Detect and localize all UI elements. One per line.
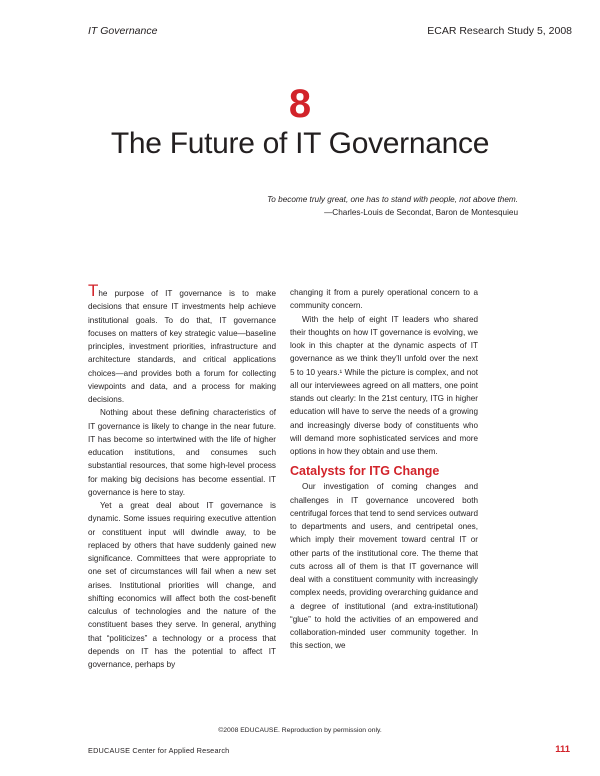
right-column <box>290 286 478 653</box>
epigraph-attribution: —Charles-Louis de Secondat, Baron de Montesquieu <box>324 208 518 217</box>
left-column <box>88 281 276 671</box>
paragraph: Nothing about these defining characteristics of IT governance is likely to change in the near future. IT has become so intertwined with the life of higher education institutions, and consumes such substantial resources, that some high-level process for making big decisions has become essential. IT governance is here to stay. <box>88 408 276 497</box>
paragraph: Our investigation of coming changes and challenges in IT governance uncovered both centrifugal forces that tend to send services outward to departments and users, and centripetal ones, which imply their movement toward central IT or other parts of the institutional core. The theme that cuts across all of them is that IT governance will deal with a constituent community with increasingly complex needs, providing overarching guidance and a degree of institutional (and extra-institutional) “glue” to hold the activities of an empowered and collaboration-minded user community together. In this section, we <box>290 482 478 651</box>
running-header-title: IT Governance <box>88 25 158 37</box>
epigraph <box>267 193 518 219</box>
paragraph: Yet a great deal about IT governance is dynamic. Some issues requiring executive attention or constituent input will dwindle away, to be replaced by others that have suddenly gained new significance. Committees that were appropriate to one set of circumstances will fail when a new set arises. Institutional priorities will change, and shifting economics will affect both the cost-benefit calculus of technologies and the nature of the constituent bases they serve. In general, anything that “politicizes” a technology or a process that depends on IT has the potential to affect IT governance, perhaps by <box>88 501 276 669</box>
chapter-number: 8 <box>288 82 312 126</box>
footer-publisher: EDUCAUSE Center for Applied Research <box>88 746 230 755</box>
paragraph-continued: changing it from a purely operational concern to a community concern. <box>290 288 478 311</box>
section-heading: Catalysts for ITG Change <box>290 464 440 479</box>
running-header-study: ECAR Research Study 5, 2008 <box>427 25 572 37</box>
copyright-notice: ©2008 EDUCAUSE. Reproduction by permission only. <box>218 727 382 734</box>
paragraph-intro <box>88 281 276 406</box>
paragraph: With the help of eight IT leaders who shared their thoughts on how IT governance is evolving, we look in this chapter at the dynamic aspects of IT governance as we think they’ll unfold over the next 5 to 10 years.¹ While the picture is complex, and not all our interviewees agreed on all matters, one point stands out clearly: In the 21st century, ITG in higher education will have to serve the needs of a growing and increasingly diverse body of constituents who will demand more sophisticated services and more options in how they obtain and use them. <box>290 314 478 456</box>
epigraph-quote: To become truly great, one has to stand with people, not above them. <box>267 195 518 204</box>
page-number: 111 <box>555 744 570 755</box>
chapter-title: The Future of IT Governance <box>110 127 490 160</box>
drop-cap: T <box>88 281 99 300</box>
paragraph-intro-text: he purpose of IT governance is to make decisions that ensure IT investments help achieve institutional goals. To do that, IT governance focuses on matters of key strategic value—baseline principles, investment priorities, infrastructure and architecture standards, and critical applications choices—and provides both a forum for collecting viewpoints and data, and a process for making decisions. <box>88 289 276 404</box>
